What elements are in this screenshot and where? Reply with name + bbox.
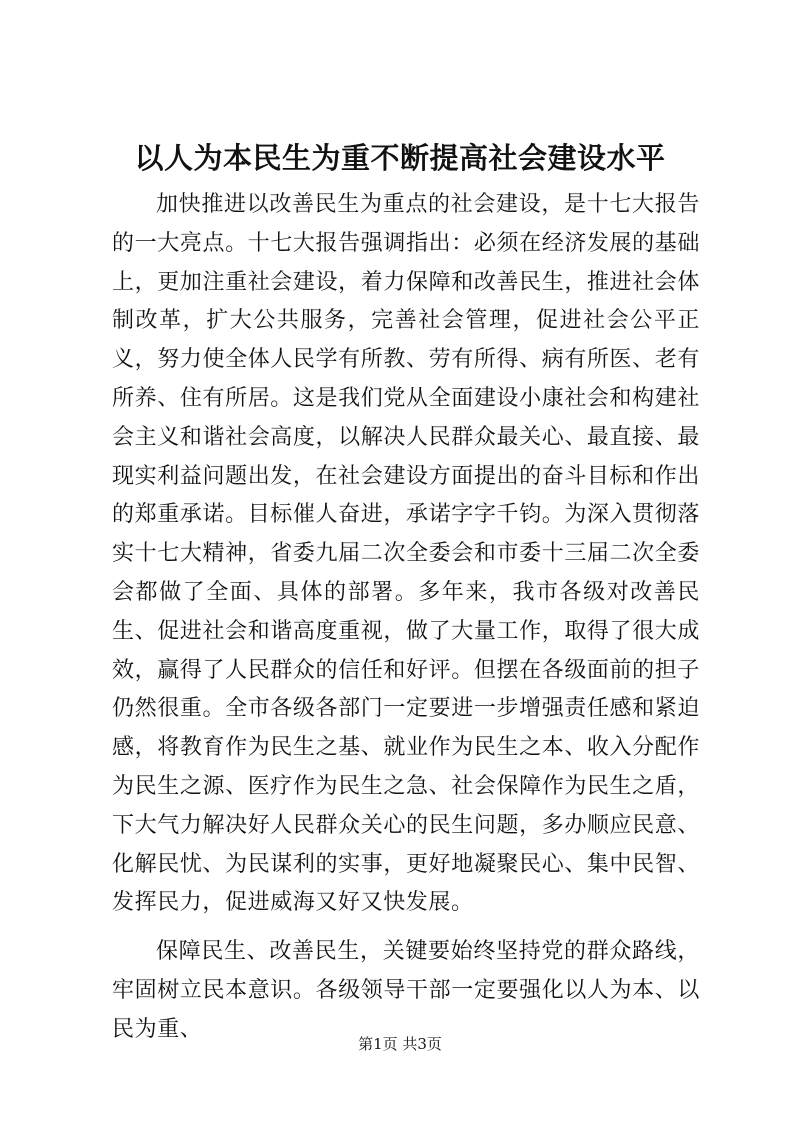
paragraph-2: 保障民生、改善民生，关键要始终坚持党的群众路线，牢固树立民本意识。各级领导干部一定要强化以人为本、以民为重、 xyxy=(112,939,700,1042)
document-body xyxy=(112,186,700,1050)
paragraph-1: 加快推进以改善民生为重点的社会建设，是十七大报告的一大亮点。十七大报告强调指出：必须在经济发展的基础上，更加注重社会建设，着力保障和改善民生，推进社会体制改革，扩大公共服务，完善社会管理，促进社会公平正义，努力使全体人民学有所教、劳有所得、病有所医、老有所养、住有所居。这是我们党从全面建设小康社会和构建社会主义和谐社会高度，以解决人民群众最关心、最直接、最现实利益问题出发，在社会建设方面提出的奋斗目标和作出的郑重承诺。目标催人奋进，承诺字字千钧。为深入贯彻落实十七大精神，省委九届二次全委会和市委十三届二次全委会都做了全面、具体的部署。多年来，我市各级对改善民生、促进社会和谐高度重视，做了大量工作，取得了很大成效，赢得了人民群众的信任和好评。但摆在各级面前的担子仍然很重。全市各级各部门一定要进一步增强责任感和紧迫感，将教育作为民生之基、就业作为民生之本、收入分配作为民生之源、医疗作为民生之急、社会保障作为民生之盾，下大气力解决好人民群众关心的民生问题，多办顺应民意、化解民忧、为民谋利的实事，更好地凝聚民心、集中民智、发挥民力，促进威海又好又快发展。 xyxy=(112,192,700,916)
document-title: 以人为本民生为重不断提高社会建设水平 xyxy=(134,141,666,175)
page-number-footer: 第1页 共3页 xyxy=(358,1035,442,1053)
